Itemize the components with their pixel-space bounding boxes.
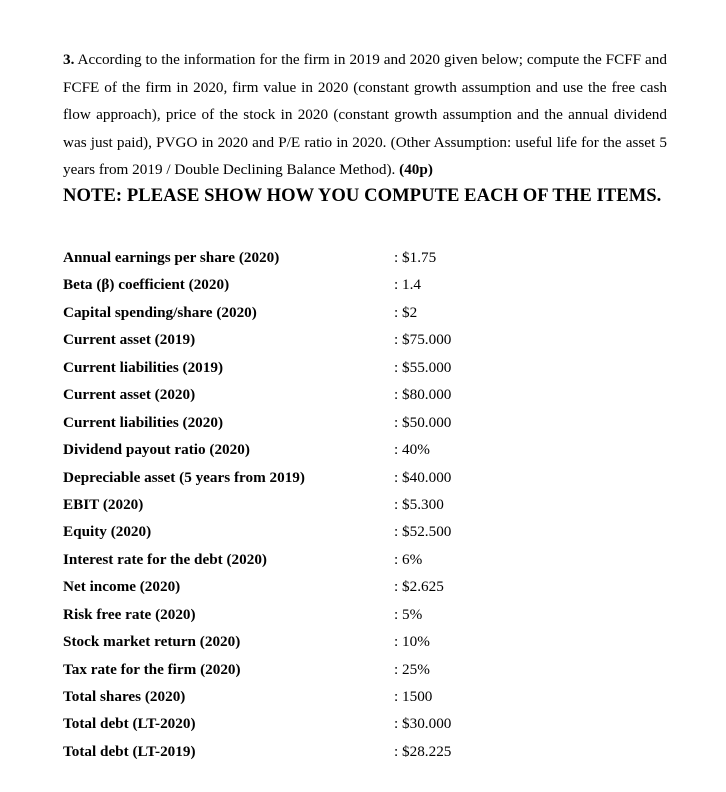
data-label: Current liabilities (2019) bbox=[63, 358, 224, 376]
data-label: Net income (2020) bbox=[63, 578, 181, 596]
data-row bbox=[63, 518, 483, 545]
data-value: : $52.500 bbox=[394, 523, 452, 541]
data-label: Equity (2020) bbox=[63, 523, 152, 541]
data-value: : $30.000 bbox=[394, 715, 452, 733]
question-text: According to the information for the firm in 2019 and 2020 given below; compute the FCFF and FCFE of the firm in 2020, firm value in 2020 (constant growth assumption and use the free cash flow approach), price of the stock in 2020 (constant growth assumption and the annual dividend was just paid), PVGO in 2020 and P/E ratio in 2020. (Other Assumption: useful life for the asset 5 years from 2019 / Double Declining Balance Method). bbox=[63, 51, 667, 178]
data-label: Risk free rate (2020) bbox=[63, 605, 196, 623]
data-label: Current liabilities (2020) bbox=[63, 413, 224, 431]
data-value: : $2.625 bbox=[394, 578, 444, 596]
data-label: Total debt (LT-2019) bbox=[63, 742, 196, 760]
data-value: : $2 bbox=[394, 303, 418, 321]
data-row bbox=[63, 628, 483, 655]
data-label: Dividend payout ratio (2020) bbox=[63, 441, 250, 459]
data-value: : $28.225 bbox=[394, 742, 452, 760]
data-value: : $1.75 bbox=[394, 249, 437, 266]
data-row bbox=[63, 244, 483, 271]
data-label: Total debt (LT-2020) bbox=[63, 715, 196, 733]
data-value: : $80.000 bbox=[394, 386, 452, 404]
data-row bbox=[63, 409, 483, 436]
data-label: Current asset (2019) bbox=[63, 331, 196, 349]
data-label: Stock market return (2020) bbox=[63, 633, 241, 651]
data-value: : 1500 bbox=[394, 688, 433, 705]
data-value: : $55.000 bbox=[394, 358, 452, 376]
data-row bbox=[63, 710, 483, 737]
given-data-table bbox=[63, 244, 483, 765]
data-value: : 10% bbox=[394, 633, 430, 651]
data-label: EBIT (2020) bbox=[63, 495, 144, 513]
note-heading: NOTE: PLEASE SHOW HOW YOU COMPUTE EACH OF THE ITEMS. bbox=[63, 185, 662, 206]
data-label: Annual earnings per share (2020) bbox=[63, 249, 280, 266]
data-row bbox=[63, 491, 483, 518]
data-row bbox=[63, 546, 483, 573]
data-label: Tax rate for the firm (2020) bbox=[63, 660, 241, 678]
data-row bbox=[63, 656, 483, 683]
question-number: 3. bbox=[63, 51, 75, 68]
data-value: : 5% bbox=[394, 605, 423, 623]
data-row bbox=[63, 573, 483, 600]
data-label: Current asset (2020) bbox=[63, 386, 196, 404]
data-row bbox=[63, 601, 483, 628]
data-value: : 40% bbox=[394, 441, 430, 459]
data-value: : $50.000 bbox=[394, 413, 452, 431]
question-paragraph bbox=[63, 46, 667, 184]
data-value: : $40.000 bbox=[394, 468, 452, 486]
data-value: : $5.300 bbox=[394, 495, 444, 513]
data-row bbox=[63, 271, 483, 298]
data-row bbox=[63, 381, 483, 408]
data-row bbox=[63, 299, 483, 326]
data-value: : 1.4 bbox=[394, 276, 422, 294]
data-row bbox=[63, 683, 483, 710]
data-row bbox=[63, 354, 483, 381]
data-label: Beta (β) coefficient (2020) bbox=[63, 276, 230, 294]
data-value: : 25% bbox=[394, 660, 430, 678]
data-label: Capital spending/share (2020) bbox=[63, 303, 257, 321]
data-label: Depreciable asset (5 years from 2019) bbox=[63, 468, 305, 486]
data-label: Interest rate for the debt (2020) bbox=[63, 550, 267, 568]
data-label: Total shares (2020) bbox=[63, 688, 186, 705]
question-points: (40p) bbox=[399, 161, 433, 178]
data-value: : 6% bbox=[394, 550, 423, 568]
data-row bbox=[63, 464, 483, 491]
data-row bbox=[63, 738, 483, 765]
data-row bbox=[63, 326, 483, 353]
data-value: : $75.000 bbox=[394, 331, 452, 349]
data-row bbox=[63, 436, 483, 463]
